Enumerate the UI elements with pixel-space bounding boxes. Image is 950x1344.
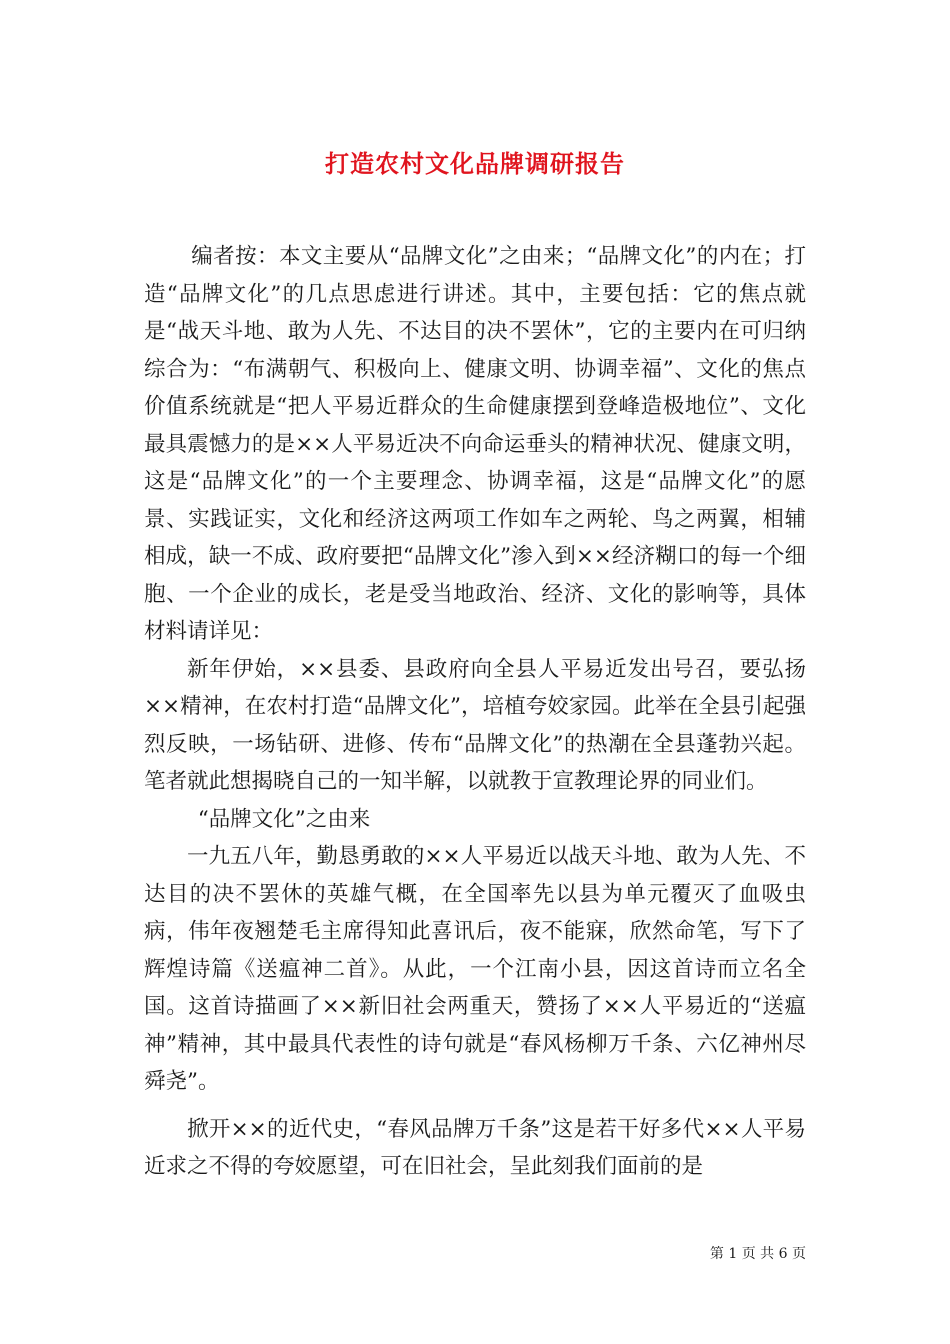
page-number-footer: 第 1 页 共 6 页: [709, 1246, 806, 1262]
intro-paragraph: 新年伊始，××县委、县政府向全县人平易近发出号召，要弘扬××精神，在农村打造“品牌文化”，培植夸姣家园。此举在全县引起强烈反映，一场钻研、进修、传布“品牌文化”的热潮在全县蓬勃兴起。笔者就此想揭晓自己的一知半解，以就教于宣教理论界的同业们。: [144, 656, 806, 794]
editor-note-paragraph: 编者按：本文主要从“品牌文化”之由来；“品牌文化”的内在；打造“品牌文化”的几点思虑进行讲述。其中，主要包括：它的焦点就是“战天斗地、敢为人先、不达目的决不罢休”，它的主要内在可归纳综合为：“布满朝气、积极向上、健康文明、协调幸福”、文化的焦点价值系统就是“把人平易近群众的生命健康摆到登峰造极地位”、文化最具震憾力的是××人平易近决不向命运垂头的精神状况、健康文明，这是“品牌文化”的一个主要理念、协调幸福，这是“品牌文化”的愿景、实践证实，文化和经济这两项工作如车之两轮、鸟之两翼，相辅相成，缺一不成、政府要把“品牌文化”渗入到××经济糊口的每一个细胞、一个企业的成长，老是受当地政治、经济、文化的影响等，具体材料请详见：: [144, 244, 806, 644]
document-title: 打造农村文化品牌调研报告: [325, 149, 625, 179]
section-heading: “品牌文化”之由来: [197, 806, 371, 832]
modern-history-paragraph: 掀开××的近代史，“春风品牌万千条”这是若干好多代××人平易近求之不得的夸姣愿望，可在旧社会，呈此刻我们面前的是: [144, 1116, 806, 1179]
document-body: [144, 238, 806, 1186]
history-paragraph: 一九五八年，勤恳勇敢的××人平易近以战天斗地、敢为人先、不达目的决不罢休的英雄气概，在全国率先以县为单元覆灭了血吸虫病，伟年夜翘楚毛主席得知此喜讯后，夜不能寐，欣然命笔，写下了辉煌诗篇《送瘟神二首》。从此，一个江南小县，因这首诗而立名全国。这首诗描画了××新旧社会两重天，赞扬了××人平易近的“送瘟神”精神，其中最具代表性的诗句就是“春风杨柳万千条、六亿神州尽舜尧”。: [144, 844, 806, 1094]
